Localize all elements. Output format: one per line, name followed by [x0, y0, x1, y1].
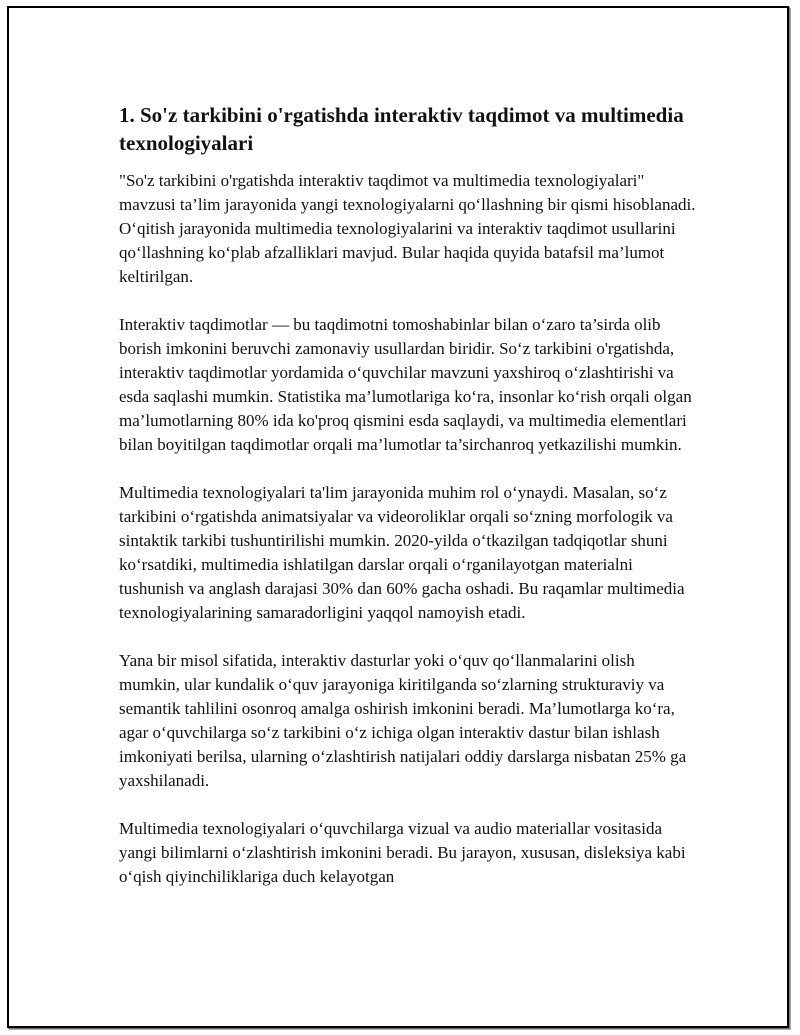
paragraph-5: Multimedia texnologiyalari o‘quvchilarga vizual va audio materiallar vositasida yangi bilimlarni o‘zlashtirish imkonini beradi. Bu jarayon, xususan, disleksiya kabi o‘qish qiyinchiliklariga duch kelayotgan: [119, 819, 686, 886]
paragraph-4: Yana bir misol sifatida, interaktiv dasturlar yoki o‘quv qo‘llanmalarini olish mumkin, ular kundalik o‘quv jarayoniga kiritilganda so‘zlarning strukturaviy va semantik tahlilini osonroq amalga oshirish imkonini beradi. Ma’lumotlarga ko‘ra, agar o‘quvchilarga so‘z tarkibini o‘z ichiga olgan interaktiv dastur bilan ishlash imkoniyati berilsa, ularning o‘zlashtirish natijalari oddiy darslarga nisbatan 25% ga yaxshilanadi.: [119, 651, 687, 790]
document-body: [119, 101, 699, 913]
document-page: [7, 6, 789, 1028]
paragraph-2: Interaktiv taqdimotlar — bu taqdimotni tomoshabinlar bilan o‘zaro ta’sirda olib borish imkonini beruvchi zamonaviy usullardan biridir. So‘z tarkibini o'rgatishda, interaktiv taqdimotlar yordamida o‘quvchilar mavzuni yaxshiroq o‘zlashtirishi va esda saqlashi mumkin. Statistika ma’lumotlariga ko‘ra, insonlar ko‘rish orqali olgan ma’lumotlarning 80% ida ko'proq qismini esda saqlaydi, va multimedia elementlari bilan boyitilgan taqdimotlar orqali ma’lumotlar ta’sirchanroq yetkazilishi mumkin.: [119, 315, 692, 454]
paragraph-1: "So'z tarkibini o'rgatishda interaktiv taqdimot va multimedia texnologiyalari" mavzusi ta’lim jarayonida yangi texnologiyalarni qo‘llashning bir qismi hisoblanadi. O‘qitish jarayonida multimedia texnologiyalarini va interaktiv taqdimot usullarini qo‘llashning ko‘plab afzalliklari mavjud. Bular haqida quyida batafsil ma’lumot keltirilgan.: [119, 171, 696, 286]
section-heading: 1. So'z tarkibini o'rgatishda interaktiv taqdimot va multimedia texnologiyalari: [119, 103, 684, 155]
paragraph-3: Multimedia texnologiyalari ta'lim jarayonida muhim rol o‘ynaydi. Masalan, so‘z tarkibini o‘rgatishda animatsiyalar va videoroliklar orqali so‘zning morfologik va sintaktik tarkibi tushuntirilishi mumkin. 2020-yilda o‘tkazilgan tadqiqotlar shuni ko‘rsatdiki, multimedia ishlatilgan darslar orqali o‘rganilayotgan materialni tushunish va anglash darajasi 30% dan 60% gacha oshadi. Bu raqamlar multimedia texnologiyalarining samaradorligini yaqqol namoyish etadi.: [119, 483, 685, 622]
